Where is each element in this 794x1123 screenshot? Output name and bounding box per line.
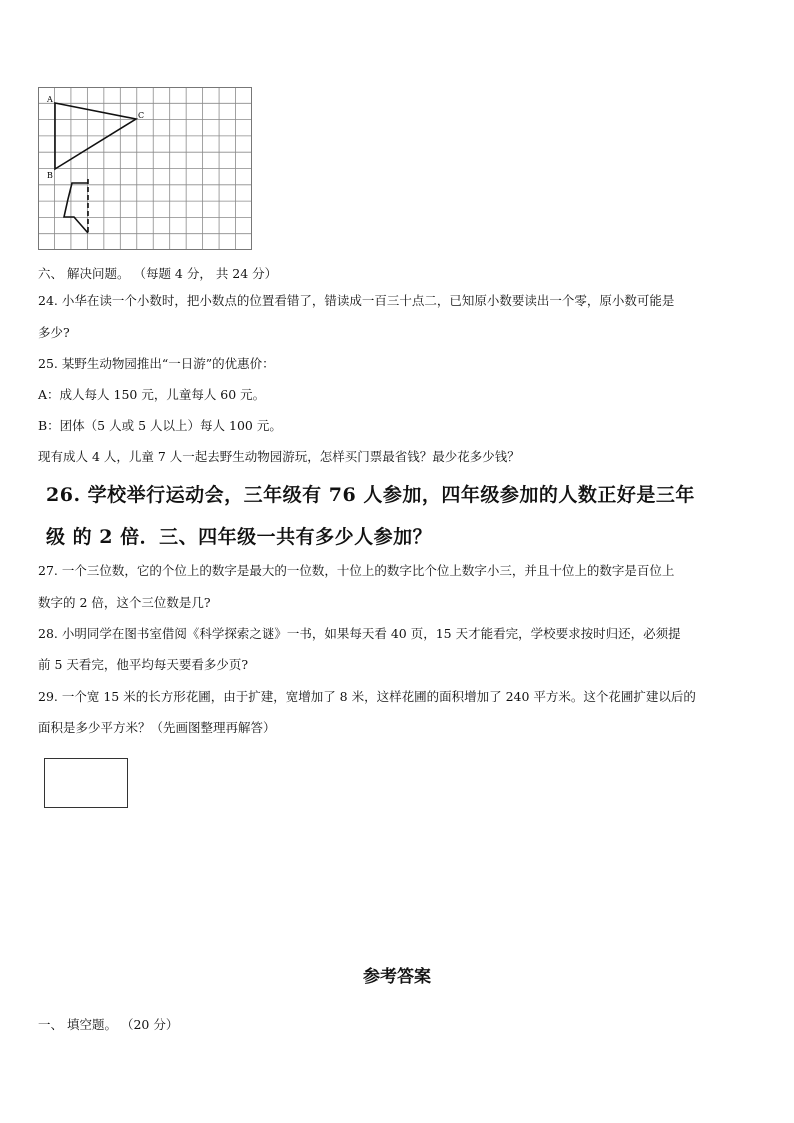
- label-c: C: [138, 111, 145, 120]
- q28-line1: 28. 小明同学在图书室借阅《科学探索之谜》一书，如果每天看 40 页，15 天才能看完，学校要求按时归还，必须提: [38, 626, 681, 641]
- label-a: A: [47, 95, 53, 104]
- answer-title: 参考答案: [363, 967, 431, 987]
- q28-line2: 前 5 天看完，他平均每天要看多少页?: [38, 657, 249, 672]
- q25-line2: A：成人每人 150 元，儿童每人 60 元。: [38, 387, 266, 402]
- q25-line1: 25. 某野生动物园推出“一日游”的优惠价：: [38, 356, 275, 371]
- q24-line2: 多少?: [38, 325, 70, 340]
- answer-section1-heading: 一、 填空题。 （20 分）: [38, 1017, 179, 1032]
- q25-line3: B：团体（5 人或 5 人以上）每人 100 元。: [38, 418, 282, 433]
- half-shape: [64, 183, 88, 233]
- section6-heading: 六、 解决问题。 （每题 4 分， 共 24 分）: [38, 266, 278, 281]
- q26-line1: 26. 学校举行运动会，三年级有 76 人参加，四年级参加的人数正好是三年: [46, 484, 695, 506]
- grid-lines: [38, 87, 252, 250]
- q25-line4: 现有成人 4 人，儿童 7 人一起去野生动物园游玩，怎样买门票最省钱？最少花多少钱？: [38, 449, 520, 464]
- q26-line2: 级 的 2 倍．三、四年级一共有多少人参加？: [46, 526, 433, 548]
- grid-figure: [38, 87, 252, 250]
- q24-line1: 24. 小华在读一个小数时，把小数点的位置看错了，错读成一百三十点二，已知原小数要读出一个零，原小数可能是: [38, 293, 675, 308]
- q27-line1: 27. 一个三位数，它的个位上的数字是最大的一位数，十位上的数字比个位上数字小三，并且十位上的数字是百位上: [38, 563, 675, 578]
- q27-line2: 数字的 2 倍，这个三位数是几?: [38, 595, 211, 610]
- rectangle-figure: [44, 758, 128, 808]
- q29-line2: 面积是多少平方米？（先画图整理再解答）: [38, 720, 276, 735]
- q29-line1: 29. 一个宽 15 米的长方形花圃，由于扩建，宽增加了 8 米，这样花圃的面积增加了 240 平方米。这个花圃扩建以后的: [38, 689, 696, 704]
- label-b: B: [47, 171, 53, 180]
